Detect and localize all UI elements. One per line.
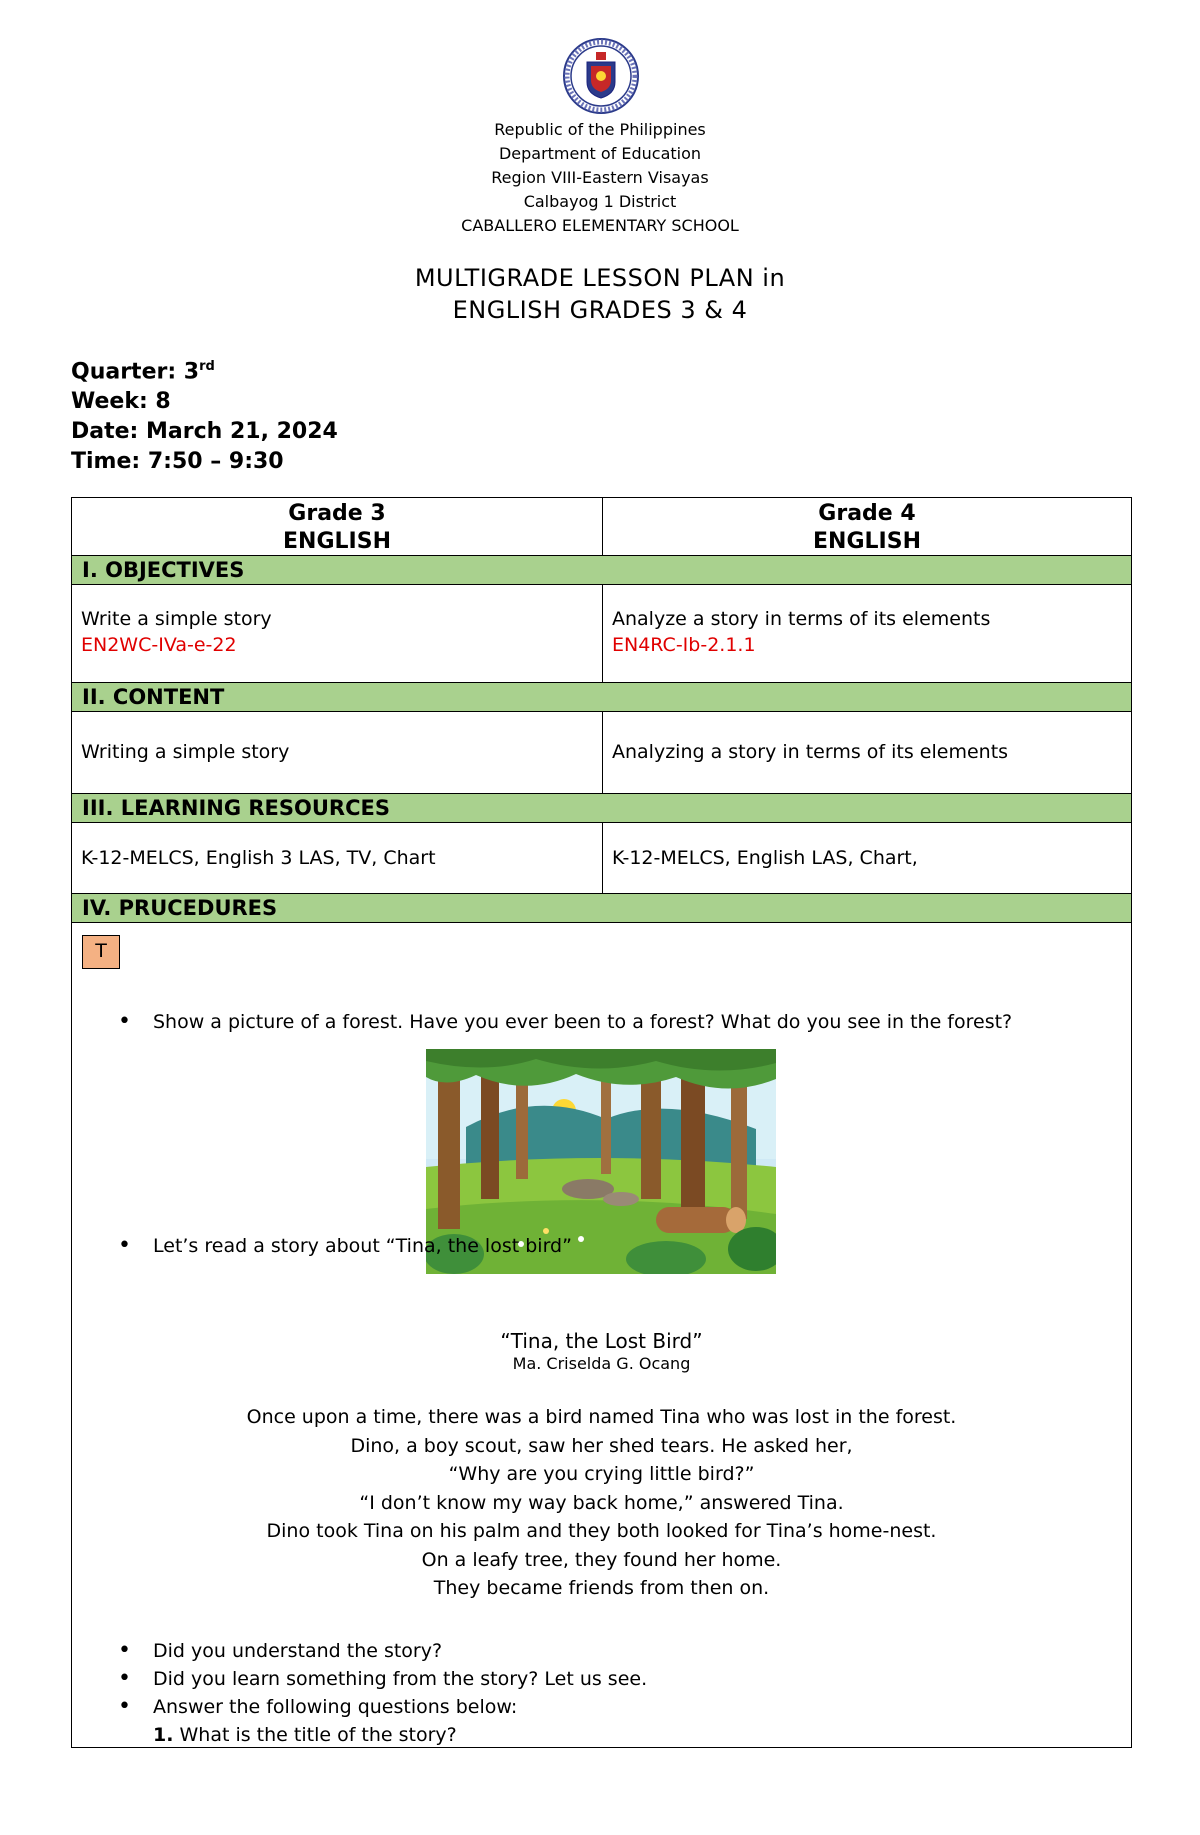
story-title: “Tina, the Lost Bird” [500, 1329, 703, 1353]
g4-resources: K-12-MELCS, English LAS, Chart, [612, 847, 918, 869]
list-item: • Show a picture of a forest. Have you ever been to a forest? What do you see in the forest? [118, 1009, 1013, 1034]
objectives-row [72, 585, 1131, 683]
list-item: • Did you learn something from the story? Let us see. [118, 1666, 648, 1691]
story-text [72, 1403, 1131, 1603]
grade3-header: Grade 3 ENGLISH [72, 498, 603, 555]
g3-objective-code: EN2WC-IVa-e-22 [81, 634, 237, 656]
grade4-header: Grade 4 ENGLISH [813, 501, 921, 554]
section-procedures: IV. PRUCEDURES [72, 894, 1131, 923]
g4-content: Analyzing a story in terms of its elements [612, 741, 1009, 763]
story-line: Dino, a boy scout, saw her shed tears. He asked her, [350, 1434, 853, 1457]
content-row [72, 712, 1131, 794]
page-title [0, 262, 1200, 326]
story-line: “Why are you crying little bird?” [448, 1463, 755, 1485]
t-label-box: T [82, 935, 120, 969]
story-line: On a leafy tree, they found her home. [421, 1548, 782, 1571]
story-author: Ma. Criselda G. Ocang [512, 1354, 691, 1373]
date: Date: March 21, 2024 [71, 419, 338, 445]
header-department: Department of Education [498, 144, 702, 163]
resources-row [72, 823, 1131, 894]
g4-objective: Analyze a story in terms of its elements [612, 608, 991, 630]
header-republic: Republic of the Philippines [494, 120, 706, 139]
list-item: • Let’s read a story about “Tina, the lost bird” [118, 1233, 572, 1258]
g3-resources: K-12-MELCS, English 3 LAS, TV, Chart [72, 823, 603, 893]
list-item: • Did you understand the story? [118, 1638, 443, 1663]
lesson-meta [71, 352, 338, 477]
story-line: “I don’t know my way back home,” answered Tina. [359, 1491, 844, 1514]
story-line: Dino took Tina on his palm and they both looked for Tina’s home-nest. [266, 1520, 937, 1542]
deped-seal-icon [563, 38, 639, 114]
quarter: Quarter: 3rd [71, 359, 215, 385]
lesson-plan-table [71, 497, 1132, 1748]
section-content: II. CONTENT [72, 683, 1131, 712]
g3-content: Writing a simple story [72, 712, 603, 793]
grade-header-row [72, 498, 1131, 556]
header-district: Calbayog 1 District [523, 192, 677, 211]
header-school: CABALLERO ELEMENTARY SCHOOL [461, 216, 739, 235]
header-region: Region VIII-Eastern Visayas [491, 168, 709, 187]
title-line-1: MULTIGRADE LESSON PLAN in [414, 264, 786, 292]
procedures-body: T • Show a picture of a forest. Have you ever been to a forest? What do you see in the forest? • Let’s read a story about “Tina, the lost bird” “Tina, the Lost Bird” Ma. Criselda G. Ocang Once upon a time, there was a bird named Tina who was lost in the forest. Dino, a boy scout, saw her shed tears. He asked her, “Why are you crying little bird?” “I don’t know my way back home,” answered Tina. Dino took Tina on his palm and they both looked for Tina’s home-nest. On a leafy tree, they found her home. They became friends from then on. • Did you understand the story? • Did you learn something from the story? Let us see. • Answer the following questions below: 1. What is the title of the story? [72, 923, 1131, 1747]
story-line: Once upon a time, there was a bird named Tina who was lost in the forest. [246, 1406, 957, 1428]
g4-objective-code: EN4RC-Ib-2.1.1 [612, 634, 756, 656]
g3-objective: Write a simple story [81, 608, 272, 630]
story-line: They became friends from then on. [433, 1577, 770, 1599]
week: Week: 8 [71, 389, 171, 415]
list-item: • Answer the following questions below: [118, 1694, 518, 1719]
title-line-2: ENGLISH GRADES 3 & 4 [452, 296, 748, 324]
section-resources: III. LEARNING RESOURCES [72, 794, 1131, 823]
section-objectives: I. OBJECTIVES [72, 556, 1131, 585]
time: Time: 7:50 – 9:30 [71, 449, 284, 475]
